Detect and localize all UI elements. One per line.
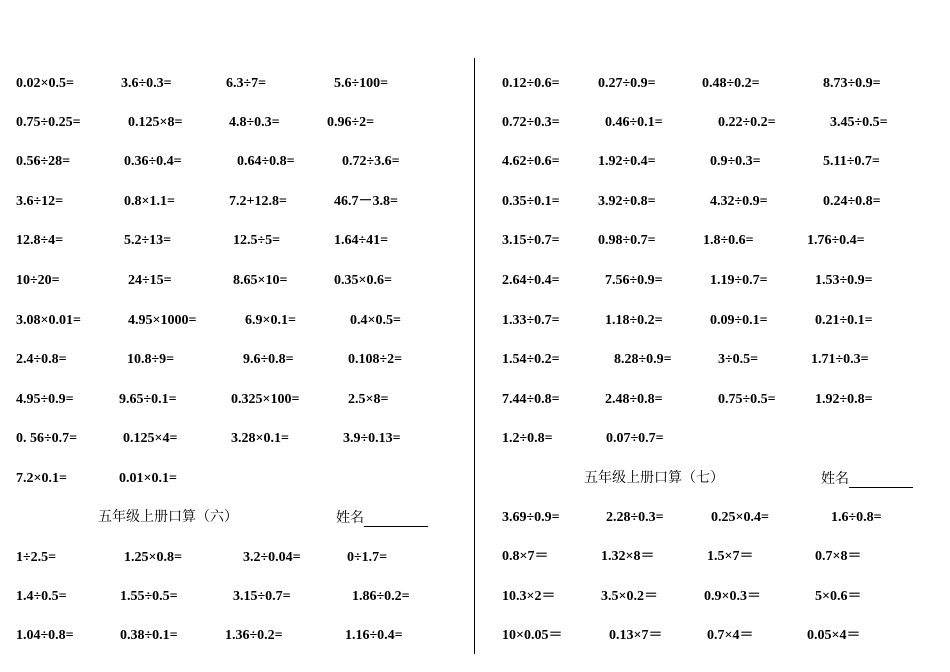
problem: 9.65÷0.1= <box>119 392 177 407</box>
problem: 0.108÷2= <box>348 352 403 367</box>
problem: 0.7×8＝ <box>815 549 862 564</box>
problem: 3.2÷0.04= <box>243 550 301 565</box>
problem: 1.25×0.8= <box>124 550 182 565</box>
problem: 1.71÷0.3= <box>811 352 869 367</box>
problem: 7.2×0.1= <box>16 471 67 486</box>
problem: 0.64÷0.8= <box>237 154 295 169</box>
problem: 9.6÷0.8= <box>243 352 294 367</box>
problem: 0.01×0.1= <box>119 471 177 486</box>
problem: 1.4÷0.5= <box>16 589 67 604</box>
problem: 8.73÷0.9= <box>823 76 881 91</box>
problem: 0.98÷0.7= <box>598 233 656 248</box>
problem: 3.69÷0.9= <box>502 510 560 525</box>
problem: 1.54÷0.2= <box>502 352 560 367</box>
problem: 3.28×0.1= <box>231 431 289 446</box>
problem: 1.5×7＝ <box>707 549 754 564</box>
name-blank-line <box>364 510 428 527</box>
problem: 0.46÷0.1= <box>605 115 663 130</box>
problem: 10÷20= <box>16 273 60 288</box>
problem: 0.05×4＝ <box>807 628 861 643</box>
problem: 1.92÷0.8= <box>815 392 873 407</box>
problem: 4.32÷0.9= <box>710 194 768 209</box>
problem: 1.19÷0.7= <box>710 273 768 288</box>
problem: 0.27÷0.9= <box>598 76 656 91</box>
name-label-text: 姓名 <box>336 511 364 526</box>
problem: 0.9÷0.3= <box>710 154 761 169</box>
worksheet-title: 五年级上册口算（七） <box>584 471 724 486</box>
problem: 10.8÷9= <box>127 352 175 367</box>
problem: 0.38÷0.1= <box>120 628 178 643</box>
problem: 0.09÷0.1= <box>710 313 768 328</box>
problem: 1.33÷0.7= <box>502 313 560 328</box>
problem: 3.45÷0.5= <box>830 115 888 130</box>
problem: 3.5×0.2＝ <box>601 589 658 604</box>
problem: 8.28÷0.9= <box>614 352 672 367</box>
problem: 3.6÷12= <box>16 194 64 209</box>
problem: 1÷2.5= <box>16 550 57 565</box>
problem: 3.08×0.01= <box>16 313 81 328</box>
problem: 12.8÷4= <box>16 233 64 248</box>
problem: 0.75÷0.25= <box>16 115 81 130</box>
problem: 3.6÷0.3= <box>121 76 172 91</box>
problem: 2.5×8= <box>348 392 389 407</box>
problem: 1.53÷0.9= <box>815 273 873 288</box>
name-label <box>336 510 428 527</box>
problem: 5.2÷13= <box>124 233 172 248</box>
problem: 0.22÷0.2= <box>718 115 776 130</box>
problem: 0.9×0.3＝ <box>704 589 761 604</box>
problem: 0.72÷3.6= <box>342 154 400 169</box>
problem: 8.65×10= <box>233 273 288 288</box>
problem: 1.6÷0.8= <box>831 510 882 525</box>
problem: 5.6÷100= <box>334 76 389 91</box>
problem: 0.35÷0.1= <box>502 194 560 209</box>
problem: 3.92÷0.8= <box>598 194 656 209</box>
problem: 3÷0.5= <box>718 352 759 367</box>
problem: 1.16÷0.4= <box>345 628 403 643</box>
problem: 5.11÷0.7= <box>823 154 880 169</box>
problem: 0.35×0.6= <box>334 273 392 288</box>
problem: 0.4×0.5= <box>350 313 401 328</box>
problem: 1.8÷0.6= <box>703 233 754 248</box>
problem: 1.36÷0.2= <box>225 628 283 643</box>
problem: 46.7－3.8= <box>334 194 398 209</box>
problem: 0.24÷0.8= <box>823 194 881 209</box>
problem: 0.125×4= <box>123 431 178 446</box>
name-label-text: 姓名 <box>821 472 849 487</box>
problem: 3.15÷0.7= <box>233 589 291 604</box>
problem: 7.56÷0.9= <box>605 273 663 288</box>
problem: 1.18÷0.2= <box>605 313 663 328</box>
problem: 1.92÷0.4= <box>598 154 656 169</box>
problem: 1.64÷41= <box>334 233 389 248</box>
problem: 0.72÷0.3= <box>502 115 560 130</box>
name-label <box>821 471 913 488</box>
problem: 0.48÷0.2= <box>702 76 760 91</box>
problem: 0.125×8= <box>128 115 183 130</box>
problem: 5×0.6＝ <box>815 589 862 604</box>
problem: 6.9×0.1= <box>245 313 296 328</box>
problem: 0.7×4＝ <box>707 628 754 643</box>
problem: 10.3×2＝ <box>502 589 556 604</box>
problem: 7.2+12.8= <box>229 194 287 209</box>
problem: 0.8×7＝ <box>502 549 549 564</box>
problem: 0.21÷0.1= <box>815 313 873 328</box>
problem: 1.55÷0.5= <box>120 589 178 604</box>
problem: 12.5÷5= <box>233 233 281 248</box>
problem: 0.96÷2= <box>327 115 375 130</box>
problem: 4.8÷0.3= <box>229 115 280 130</box>
problem: 1.2÷0.8= <box>502 431 553 446</box>
problem: 1.86÷0.2= <box>352 589 410 604</box>
problem: 0.75÷0.5= <box>718 392 776 407</box>
problem: 0.8×1.1= <box>124 194 175 209</box>
problem: 0.56÷28= <box>16 154 71 169</box>
problem: 1.32×8＝ <box>601 549 655 564</box>
problem: 1.04÷0.8= <box>16 628 74 643</box>
problem: 4.95÷0.9= <box>16 392 74 407</box>
problem: 2.28÷0.3= <box>606 510 664 525</box>
problem: 3.9÷0.13= <box>343 431 401 446</box>
problem: 0.36÷0.4= <box>124 154 182 169</box>
problem: 0. 56÷0.7= <box>16 431 78 446</box>
problem: 0.13×7＝ <box>609 628 663 643</box>
problem: 2.64÷0.4= <box>502 273 560 288</box>
problem: 4.62÷0.6= <box>502 154 560 169</box>
problem: 0.25×0.4= <box>711 510 769 525</box>
problem: 10×0.05＝ <box>502 628 563 643</box>
problem: 24÷15= <box>128 273 172 288</box>
problem: 4.95×1000= <box>128 313 197 328</box>
name-blank-line <box>849 471 913 488</box>
problem: 3.15÷0.7= <box>502 233 560 248</box>
worksheet-title: 五年级上册口算（六） <box>98 510 238 525</box>
column-divider <box>474 58 475 654</box>
problem: 0.02×0.5= <box>16 76 74 91</box>
problem: 6.3÷7= <box>226 76 267 91</box>
problem: 2.4÷0.8= <box>16 352 67 367</box>
problem: 7.44÷0.8= <box>502 392 560 407</box>
problem: 0.325×100= <box>231 392 300 407</box>
problem: 0.07÷0.7= <box>606 431 664 446</box>
problem: 0÷1.7= <box>347 550 388 565</box>
problem: 2.48÷0.8= <box>605 392 663 407</box>
problem: 0.12÷0.6= <box>502 76 560 91</box>
problem: 1.76÷0.4= <box>807 233 865 248</box>
